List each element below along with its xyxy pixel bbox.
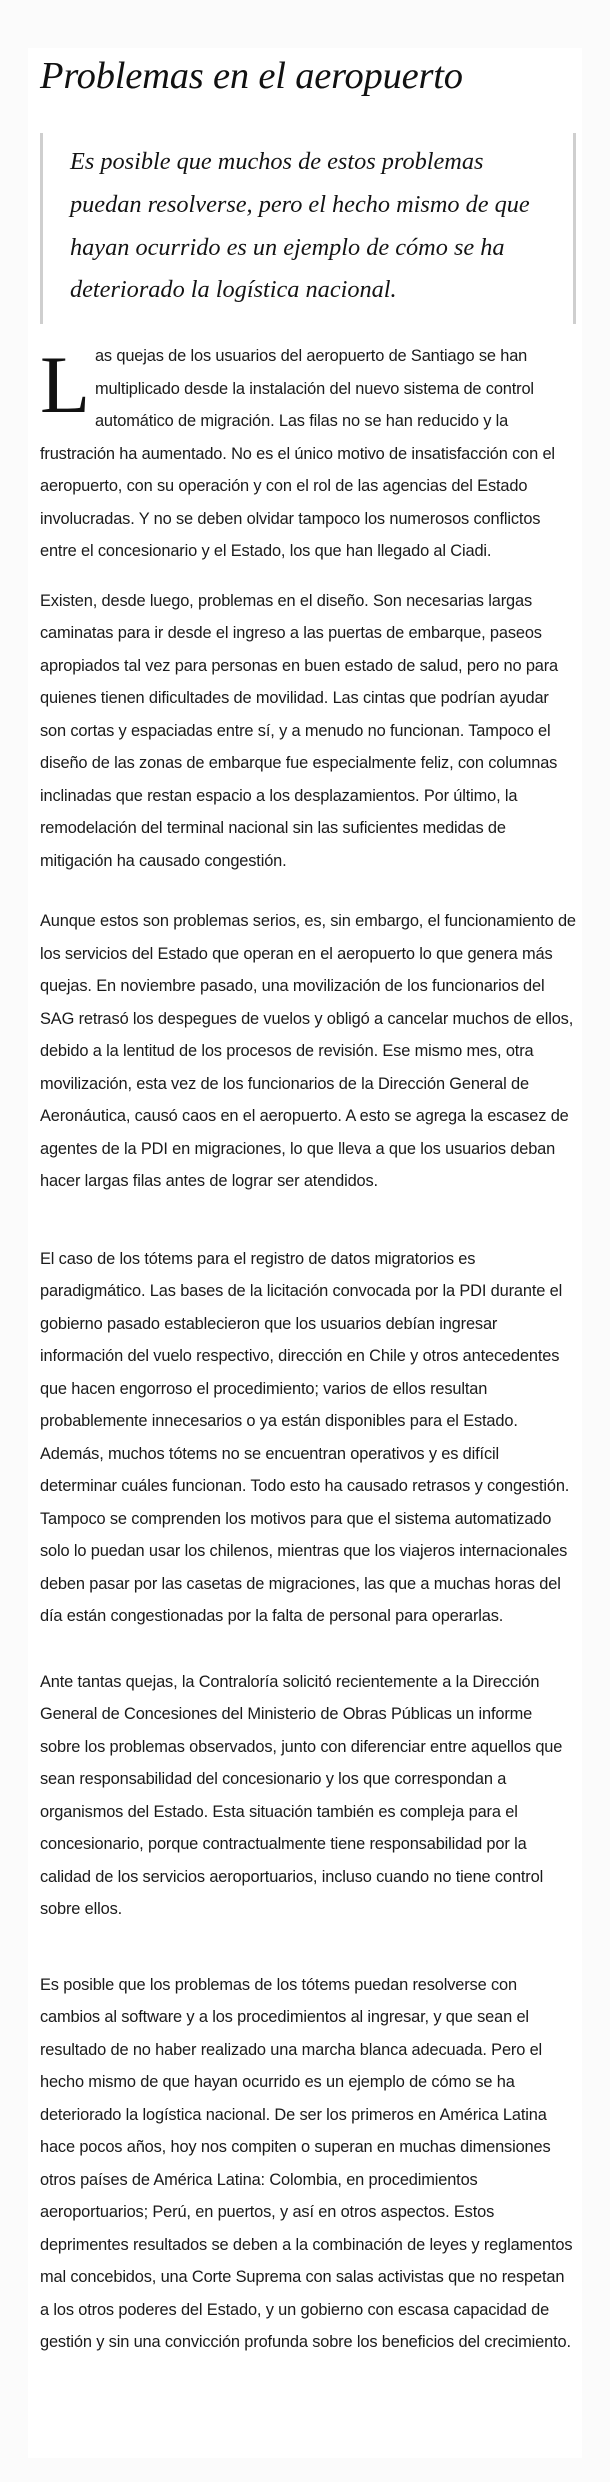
paragraph-1-text: as quejas de los usuarios del aeropuerto de Santiago se han multiplicado desde la instalación del nuevo sistema de control automático de migración. Las filas no se han reducido y la frustración ha aumentado. No es el único motivo de insatisfacción con el aeropuerto, con su operación y con el rol de las agencias del Estado involucradas. Y no se deben olvidar tampoco los numerosos conflictos entre el concesionario y el Estado, los que han llegado al Ciadi. bbox=[40, 347, 555, 561]
paragraph-4: El caso de los tótems para el registro de datos migratorios es paradigmático. Las bases de la licitación convocada por la PDI durante el gobierno pasado establecieron que los usuarios debían ingresar información del vuelo respectivo, dirección en Chile y otros antecedentes que hacen engorroso el procedimiento; varios de ellos resultan probablemente innecesarios o ya están disponibles para el Estado. Además, muchos tótems no se encuentran operativos y es difícil determinar cuáles funcionan. Todo esto ha causado retrasos y congestión. Tampoco se comprenden los motivos para que el sistema automatizado solo lo puedan usar los chilenos, mientras que los viajeros internacionales deben pasar por las casetas de migraciones, las que a muchas horas del día están congestionadas por la falta de personal para operarlas. bbox=[40, 1249, 570, 1626]
paragraph-6: Es posible que los problemas de los tótems puedan resolverse con cambios al software y a los procedimientos al ingresar, y que sean el resultado de no haber realizado una marcha blanca adecuada. Pero el hecho mismo de que hayan ocurrido es un ejemplo de cómo se ha deteriorado la logística nacional. De ser los primeros en América Latina hace pocos años, hoy nos compiten o superan en muchas dimensiones otros países de América Latina: Colombia, en procedimientos aeroportuarios; Perú, en puertos, y así en otros aspectos. Estos deprimentes resultados se deben a la combinación de leyes y reglamentos mal concebidos, una Corte Suprema con salas activistas que no respetan a los otros poderes del Estado, y un gobierno con escasa capacidad de gestión y sin una convicción profunda sobre los beneficios del crecimiento. bbox=[40, 1975, 573, 2352]
paragraph-2: Existen, desde luego, problemas en el diseño. Son necesarias largas caminatas para ir desde el ingreso a las puertas de embarque, paseos apropiados tal vez para personas en buen estado de salud, pero no para quienes tienen dificultades de movilidad. Las cintas que podrían ayudar son cortas y espaciadas entre sí, y a menudo no funcionan. Tampoco el diseño de las zonas de embarque fue especialmente feliz, con columnas inclinadas que restan espacio a los desplazamientos. Por último, la remodelación del terminal nacional sin las suficientes medidas de mitigación ha causado congestión. bbox=[40, 591, 559, 870]
article-title: Problemas en el aeropuerto bbox=[40, 55, 463, 97]
article-body bbox=[40, 340, 576, 2359]
paragraph-1 bbox=[40, 340, 576, 568]
paragraph-5: Ante tantas quejas, la Contraloría solicitó recientemente a la Dirección General de Concesiones del Ministerio de Obras Públicas un informe sobre los problemas observados, junto con diferenciar entre aquellos que sean responsabilidad del concesionario y los que correspondan a organismos del Estado. Esta situación también es compleja para el concesionario, porque contractualmente tiene responsabilidad por la calidad de los servicios aeroportuarios, incluso cuando no tiene control sobre ellos. bbox=[40, 1672, 563, 1919]
article bbox=[40, 48, 576, 2359]
paragraph-3: Aunque estos son problemas serios, es, sin embargo, el funcionamiento de los servicios del Estado que operan en el aeropuerto lo que genera más quejas. En noviembre pasado, una movilización de los funcionarios del SAG retrasó los despegues de vuelos y obligó a cancelar muchos de ellos, debido a la lentitud de los procesos de revisión. Ese mismo mes, otra movilización, esta vez de los funcionarios de la Dirección General de Aeronáutica, causó caos en el aeropuerto. A esto se agrega la escasez de agentes de la PDI en migraciones, lo que lleva a que los usuarios deban hacer largas filas antes de lograr ser atendidos. bbox=[40, 912, 576, 1191]
pull-quote: Es posible que muchos de estos problemas puedan resolverse, pero el hecho mismo de que hayan ocurrido es un ejemplo de cómo se ha deteriorado la logística nacional. bbox=[40, 133, 576, 324]
drop-cap: L bbox=[40, 339, 90, 431]
